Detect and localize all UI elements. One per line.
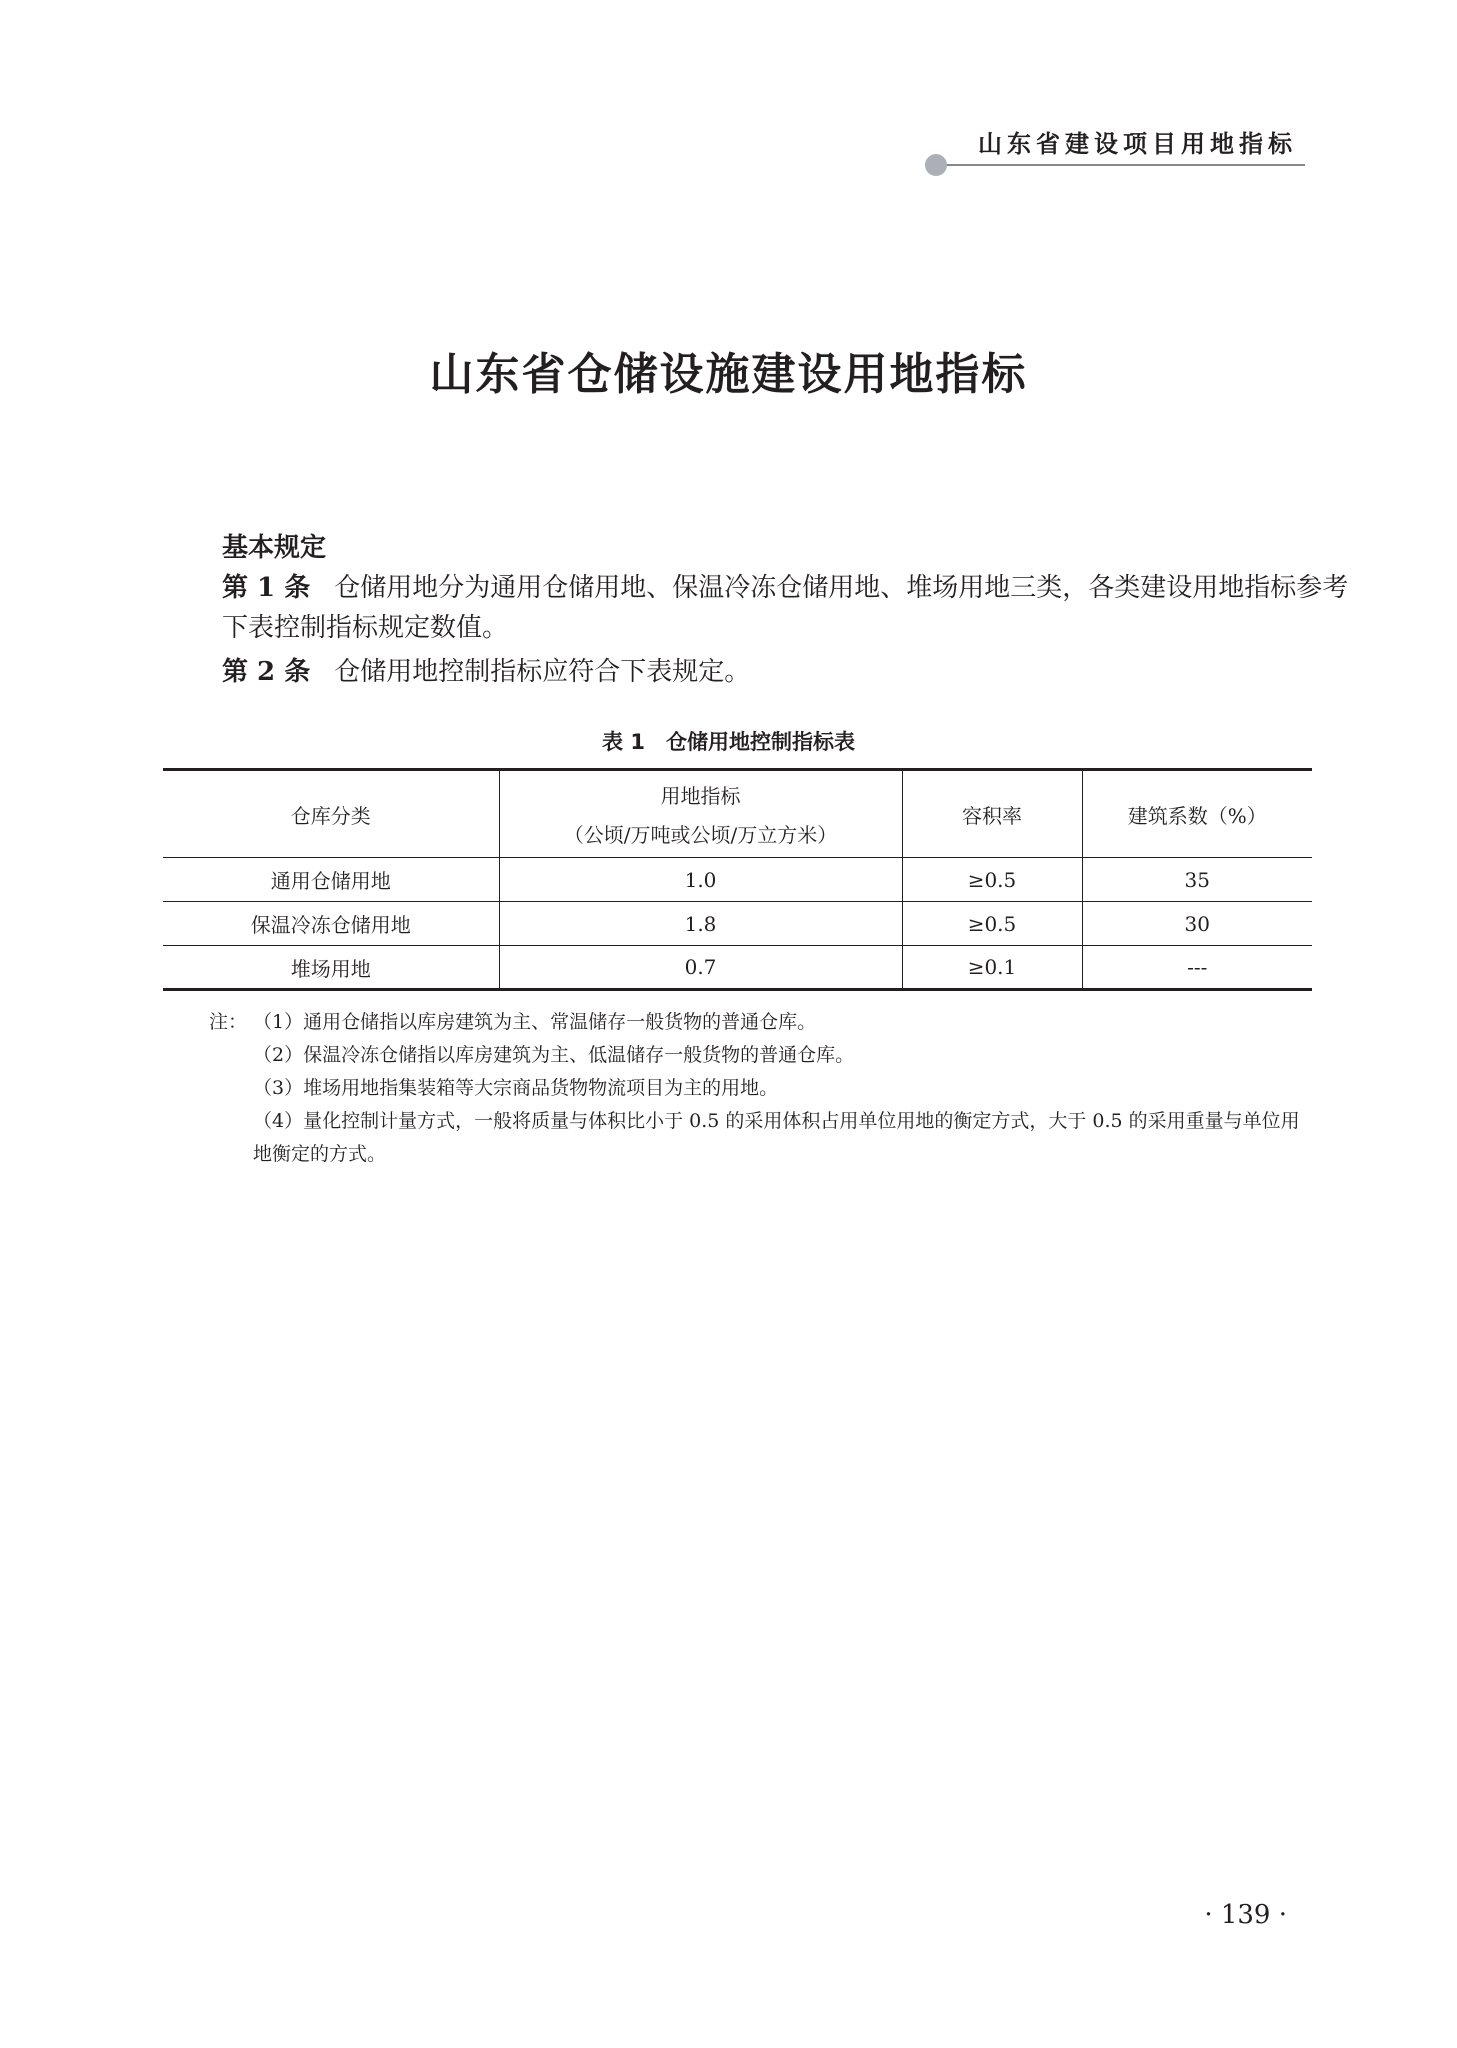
note-item [209, 1039, 1314, 1072]
cell-land-index: 1.0 [499, 858, 902, 902]
cell-plot-ratio: ≥0.5 [902, 858, 1082, 902]
table-header-row [163, 770, 1312, 858]
document-title: 山东省仓储设施建设用地指标 [429, 349, 1028, 400]
header-land-index-line1: 用地指标 [660, 784, 741, 808]
note-text: 保温冷冻仓储指以库房建筑为主、低温储存一般货物的普通仓库。 [303, 1044, 855, 1066]
cell-plot-ratio: ≥0.5 [902, 902, 1082, 946]
header-category: 仓库分类 [163, 770, 499, 858]
table-notes [209, 1006, 1314, 1171]
section-heading: 基本规定 [222, 533, 327, 563]
note-text: 量化控制计量方式，一般将质量与体积比小于 0.5 的采用体积占用单位用地的衡定方式，大于 0.5 的采用重量与单位用地衡定的方式。 [253, 1110, 1300, 1165]
running-title: 山东省建设项目用地指标 [978, 130, 1297, 158]
cell-category: 保温冷冻仓储用地 [163, 902, 499, 946]
cell-category: 堆场用地 [163, 946, 499, 990]
note-text: 通用仓储指以库房建筑为主、常温储存一般货物的普通仓库。 [303, 1011, 817, 1033]
note-item [209, 1006, 1314, 1039]
cell-land-index: 1.8 [499, 902, 902, 946]
cell-coverage: --- [1082, 946, 1312, 990]
page-number: · 139 · [1204, 1900, 1287, 1930]
article-2-text: 仓储用地控制指标应符合下表规定。 [334, 657, 751, 687]
cell-category: 通用仓储用地 [163, 858, 499, 902]
note-text: 堆场用地指集装箱等大宗商品货物物流项目为主的用地。 [303, 1077, 779, 1099]
header-rule [925, 164, 1305, 166]
article-2 [163, 652, 1372, 692]
note-number: （3） [253, 1077, 304, 1099]
article-1-text: 仓储用地分为通用仓储用地、保温冷冻仓储用地、堆场用地三类，各类建设用地指标参考下表控制指标规定数值。 [222, 573, 1349, 643]
note-item [209, 1105, 1314, 1171]
header-dot-ornament [925, 154, 947, 176]
note-number: （2） [253, 1044, 304, 1066]
cell-plot-ratio: ≥0.1 [902, 946, 1082, 990]
table-row [163, 946, 1312, 990]
table-caption: 表 1 仓储用地控制指标表 [602, 730, 855, 754]
table-row [163, 902, 1312, 946]
table-row [163, 858, 1312, 902]
header-coverage: 建筑系数（%） [1082, 770, 1312, 858]
cell-coverage: 35 [1082, 858, 1312, 902]
article-1 [163, 568, 1372, 648]
storage-land-index-table [163, 768, 1312, 991]
header-plot-ratio: 容积率 [902, 770, 1082, 858]
note-number: （1） [253, 1011, 304, 1033]
article-2-label: 第 2 条 [222, 657, 311, 687]
cell-coverage: 30 [1082, 902, 1312, 946]
note-number: （4） [253, 1110, 304, 1132]
article-1-label: 第 1 条 [222, 573, 311, 603]
header-land-index-line2: （公顷/万吨或公顷/万立方米） [563, 823, 838, 847]
header-land-index [499, 770, 902, 858]
cell-land-index: 0.7 [499, 946, 902, 990]
note-item [209, 1072, 1314, 1105]
notes-prefix: 注： [209, 1011, 248, 1033]
